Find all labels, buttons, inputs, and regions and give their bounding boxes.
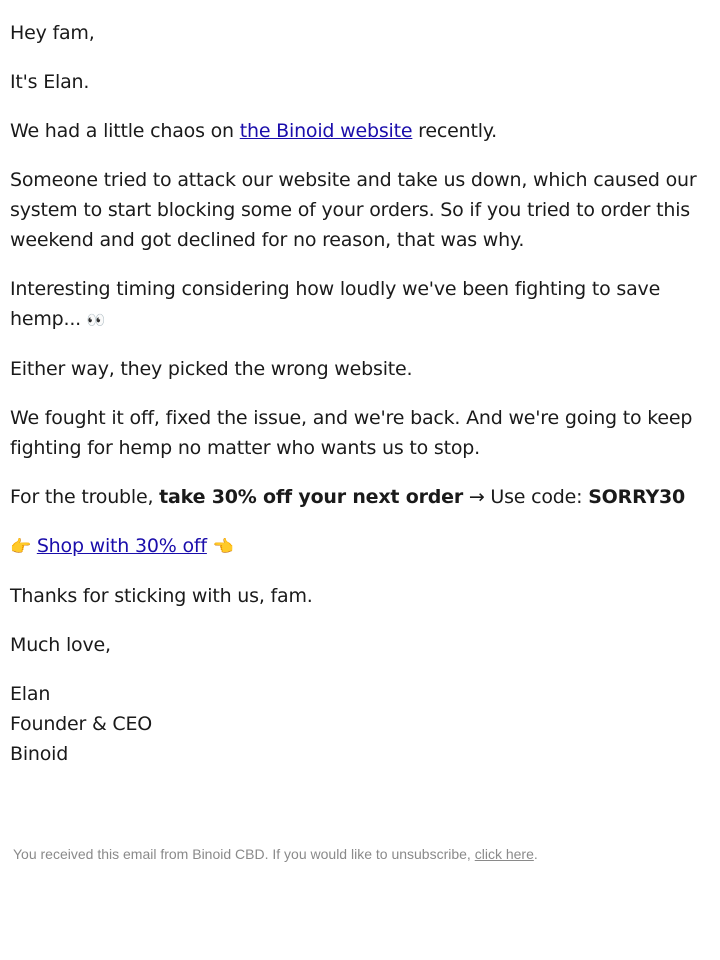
- offer-middle: → Use code:: [463, 486, 589, 508]
- thanks-line: Thanks for sticking with us, fam.: [10, 585, 313, 607]
- greeting: Hey fam,: [10, 22, 95, 44]
- signature-name: Elan: [10, 683, 51, 705]
- paragraph-wrong-website: Either way, they picked the wrong website.: [10, 358, 413, 380]
- signoff-line: Much love,: [10, 634, 111, 656]
- paragraph-chaos-before: We had a little chaos on: [10, 120, 240, 142]
- promo-code: SORRY30: [588, 486, 686, 508]
- paragraph-timing-text: Interesting timing considering how loudly we've been fighting to save hemp...: [10, 278, 661, 330]
- footer-end: .: [533, 846, 538, 862]
- signature-company: Binoid: [10, 743, 69, 765]
- email-body: [10, 18, 700, 788]
- pointing-left-icon: 👈: [212, 537, 234, 557]
- paragraph-fought-off: We fought it off, fixed the issue, and we're back. And we're going to keep fighting for hemp no matter who wants us to stop.: [10, 407, 693, 459]
- offer-bold: take 30% off your next order: [159, 486, 463, 508]
- signature: [10, 679, 700, 769]
- intro-line: It's Elan.: [10, 71, 90, 93]
- offer-line: [10, 482, 700, 512]
- paragraph-chaos-after: recently.: [412, 120, 497, 142]
- cta-line: [10, 531, 700, 562]
- paragraph-attack: Someone tried to attack our website and take us down, which caused our system to start blocking some of your orders. So if you tried to order this weekend and got declined for no reason, that was why.: [10, 169, 697, 251]
- offer-before: For the trouble,: [10, 486, 160, 508]
- shop-discount-link[interactable]: Shop with 30% off: [36, 535, 207, 557]
- email-footer: [13, 844, 703, 864]
- unsubscribe-link[interactable]: click here: [474, 846, 534, 862]
- paragraph-chaos: [10, 116, 700, 146]
- eyes-icon: 👀: [86, 311, 106, 329]
- pointing-right-icon: 👉: [10, 537, 31, 557]
- signature-title: Founder & CEO: [10, 713, 153, 735]
- paragraph-timing: [10, 274, 700, 335]
- binoid-website-link[interactable]: the Binoid website: [239, 120, 413, 142]
- footer-text: You received this email from Binoid CBD. If you would like to unsubscribe,: [13, 846, 475, 862]
